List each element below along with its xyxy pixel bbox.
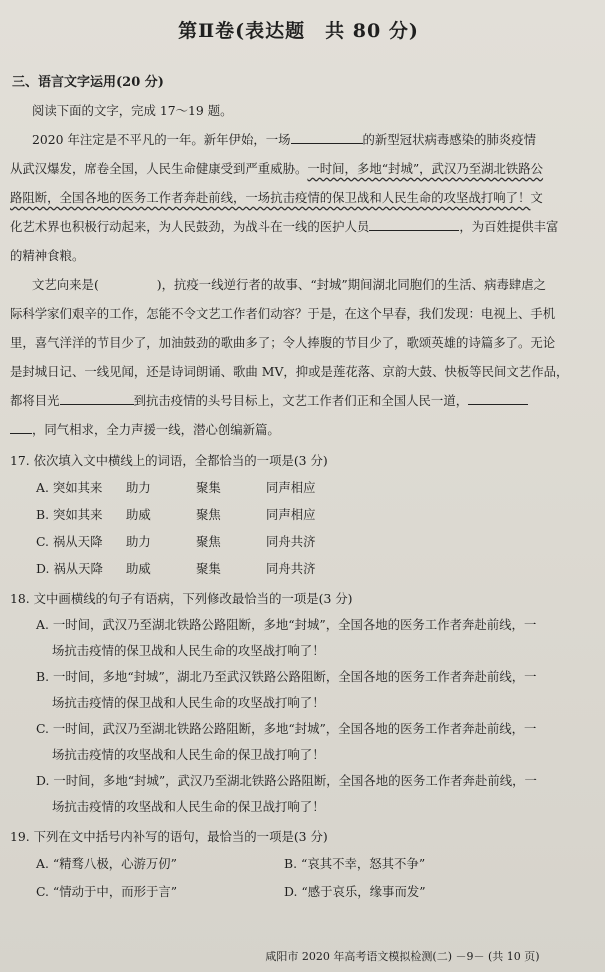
passage-line: 2020 年注定是不平凡的一年。新年伊始，一场 的新型冠状病毒感染的肺炎疫情 — [10, 125, 587, 154]
option-a-line1: A. 一时间，武汉乃至湖北铁路公路阻断，多地“封城”，全国各地的医务工作者奔赴前线，一 — [36, 617, 537, 632]
option-d-line2: 场抗击疫情的攻坚战和人民生命的保卫战打响了！ — [52, 799, 325, 814]
passage-line: 文艺向来是( )，抗疫一线逆行者的故事、“封城”期间湖北同胞们的生活、病毒肆虐之 — [32, 277, 547, 292]
option-text: D. 祸从天降 — [36, 561, 103, 576]
instruction: 阅读下面的文字，完成 17～19 题。 — [32, 103, 233, 118]
passage-line: ，同气相求，全力声援一线，潜心创编新篇。 — [10, 415, 587, 444]
option-a: A. “精骛八极，心游万仞” — [36, 856, 178, 871]
option-text: C. 祸从天降 — [36, 534, 103, 549]
fill-blank — [10, 419, 32, 434]
fill-blank — [369, 216, 459, 231]
option-d: D. “感于哀乐，缘事而发” — [284, 884, 426, 899]
question-19-options — [10, 850, 587, 906]
option-a-line2: 场抗击疫情的保卫战和人民生命的攻坚战打响了！ — [52, 643, 325, 658]
fill-blank — [291, 129, 363, 144]
passage-line: 从武汉爆发，席卷全国，人民生命健康受到严重威胁。一时间，多地“封城”，武汉乃至湖北铁路公 — [10, 161, 544, 176]
option-c-line2: 场抗击疫情的攻坚战和人民生命的保卫战打响了！ — [52, 747, 325, 762]
option-d-line1: D. 一时间，多地“封城”，武汉乃至湖北铁路公路阻断，全国各地的医务工作者奔赴前线，一 — [36, 773, 537, 788]
passage-line: 都将目光 到抗击疫情的头号目标上，文艺工作者们正和全国人民一道， — [10, 386, 587, 415]
option-text: B. 突如其来 — [36, 507, 103, 522]
question-19-stem: 19. 下列在文中括号内补写的语句，最恰当的一项是(3 分) — [10, 829, 328, 844]
passage-line: 是封城日记、一线见闻，还是诗词朗诵、歌曲 MV，抑或是莲花落、京韵大鼓、快板等民间文艺作品， — [10, 364, 569, 379]
option-b-line1: B. 一时间，多地“封城”，湖北乃至武汉铁路公路阻断，全国各地的医务工作者奔赴前线，一 — [36, 669, 537, 684]
question-17-stem: 17. 依次填入文中横线上的词语，全都恰当的一项是(3 分) — [10, 453, 328, 468]
fill-blank — [60, 390, 134, 405]
passage-line: 际科学家们艰辛的工作，怎能不令文艺工作者们动容？于是，在这个早春，我们发现：电视上、手机 — [10, 306, 556, 321]
page-footer: 咸阳市 2020 年高考语文模拟检测(二) －9－ (共 10 页) — [265, 950, 540, 963]
question-18-options — [10, 612, 587, 820]
option-c-line1: C. 一时间，武汉乃至湖北铁路公路阻断，多地“封城”，全国各地的医务工作者奔赴前线，一 — [36, 721, 537, 736]
option-c: C. “情动于中，而形于言” — [36, 884, 178, 899]
marked-sentence: 路阻断，全国各地的医务工作者奔赴前线，一场抗击疫情的保卫战和人民生命的攻坚战打响了！ — [10, 190, 531, 205]
passage-line: 的精神食粮。 — [10, 248, 85, 263]
question-17-options: A. 突如其来 助力 聚集 同声相应 B. 突如其来 助威 聚焦 同声相应 C. 祸从天降 助力 聚焦 同舟共济 D. 祸从天降 助威 聚集 同舟共济 — [10, 474, 587, 582]
passage — [10, 125, 587, 444]
fill-blank — [468, 390, 528, 405]
option-b-line2: 场抗击疫情的保卫战和人民生命的攻坚战打响了！ — [52, 695, 325, 710]
passage-line: 化艺术界也积极行动起来，为人民鼓劲，为战斗在一线的医护人员 ，为百姓提供丰富 — [10, 212, 587, 241]
passage-line: 路阻断，全国各地的医务工作者奔赴前线，一场抗击疫情的保卫战和人民生命的攻坚战打响了！文 — [10, 190, 543, 205]
page-title: 第Ⅱ卷(表达题 共 80 分) — [178, 20, 419, 42]
marked-sentence: 一时间，多地“封城”，武汉乃至湖北铁路公 — [307, 161, 544, 176]
section-heading: 三、语言文字运用(20 分) — [12, 75, 164, 90]
question-18-stem: 18. 文中画横线的句子有语病，下列修改最恰当的一项是(3 分) — [10, 591, 353, 606]
option-b: B. “哀其不幸，怒其不争” — [284, 856, 426, 871]
option-text: A. 突如其来 — [36, 480, 103, 495]
passage-line: 里，喜气洋洋的节目少了，加油鼓劲的歌曲多了；令人捧腹的节目少了，歌颂英雄的诗篇多了。无论 — [10, 335, 556, 350]
